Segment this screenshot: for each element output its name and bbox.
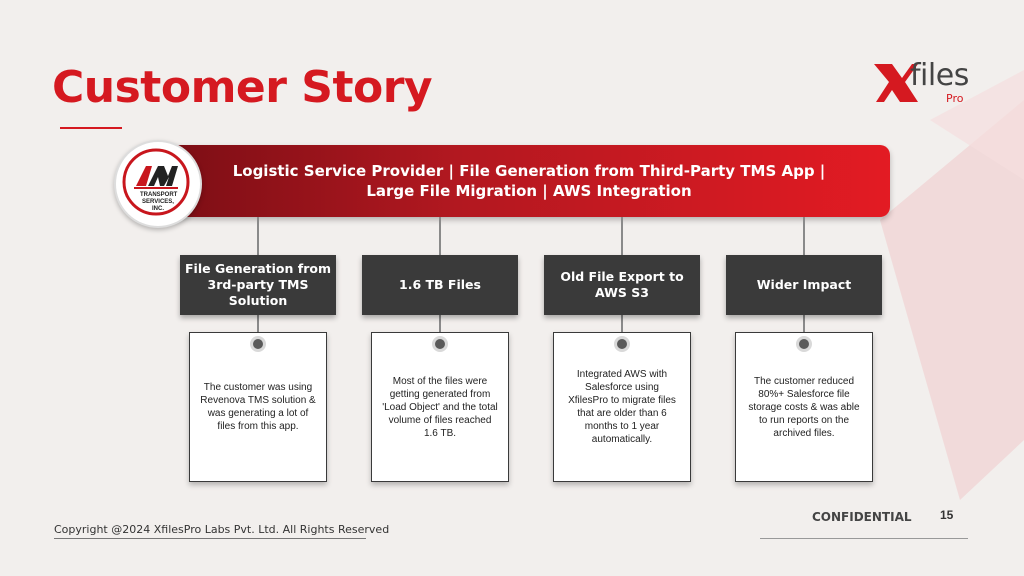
headline-banner <box>168 145 890 217</box>
banner-text: Logistic Service Provider | File Generation from Third-Party TMS App | Large File Migration | AWS Integration <box>232 162 826 200</box>
connector-dot <box>796 336 812 352</box>
column-heading-wider-impact: Wider Impact <box>726 255 882 315</box>
customer-logo-text: TRANSPORT SERVICES, INC. <box>140 192 178 212</box>
column-body-file-generation: The customer was using Revenova TMS solution & was generating a lot of files from this app. <box>189 332 327 482</box>
footer-right-divider <box>760 538 968 539</box>
column-heading-file-generation: File Generation from 3rd-party TMS Solution <box>180 255 336 315</box>
copyright-text: Copyright @2024 XfilesPro Labs Pvt. Ltd. All Rights Reserved <box>54 523 390 536</box>
footer-divider <box>54 538 366 539</box>
logo-pro-label: Pro <box>946 92 964 105</box>
column-body-tb-files: Most of the files were getting generated from 'Load Object' and the total volume of files reached 1.6 TB. <box>371 332 509 482</box>
connector-dot <box>250 336 266 352</box>
title-underline <box>60 127 122 129</box>
page-number: 15 <box>940 508 954 522</box>
page-title: Customer Story <box>52 62 433 113</box>
connector-line <box>621 217 623 255</box>
connector-dot <box>614 336 630 352</box>
logo-wordmark: files <box>910 58 969 93</box>
column-body-file-export: Integrated AWS with Salesforce using XfilesPro to migrate files that are older than 6 months to 1 year automatically. <box>553 332 691 482</box>
connector-dot <box>432 336 448 352</box>
connector-line <box>439 217 441 255</box>
column-body-wider-impact: The customer reduced 80%+ Salesforce file storage costs & was able to run reports on the archived files. <box>735 332 873 482</box>
connector-line <box>257 217 259 255</box>
column-heading-tb-files: 1.6 TB Files <box>362 255 518 315</box>
connector-line <box>803 217 805 255</box>
customer-logo-badge <box>114 140 202 228</box>
confidential-label: CONFIDENTIAL <box>812 510 912 524</box>
column-heading-file-export: Old File Export to AWS S3 <box>544 255 700 315</box>
